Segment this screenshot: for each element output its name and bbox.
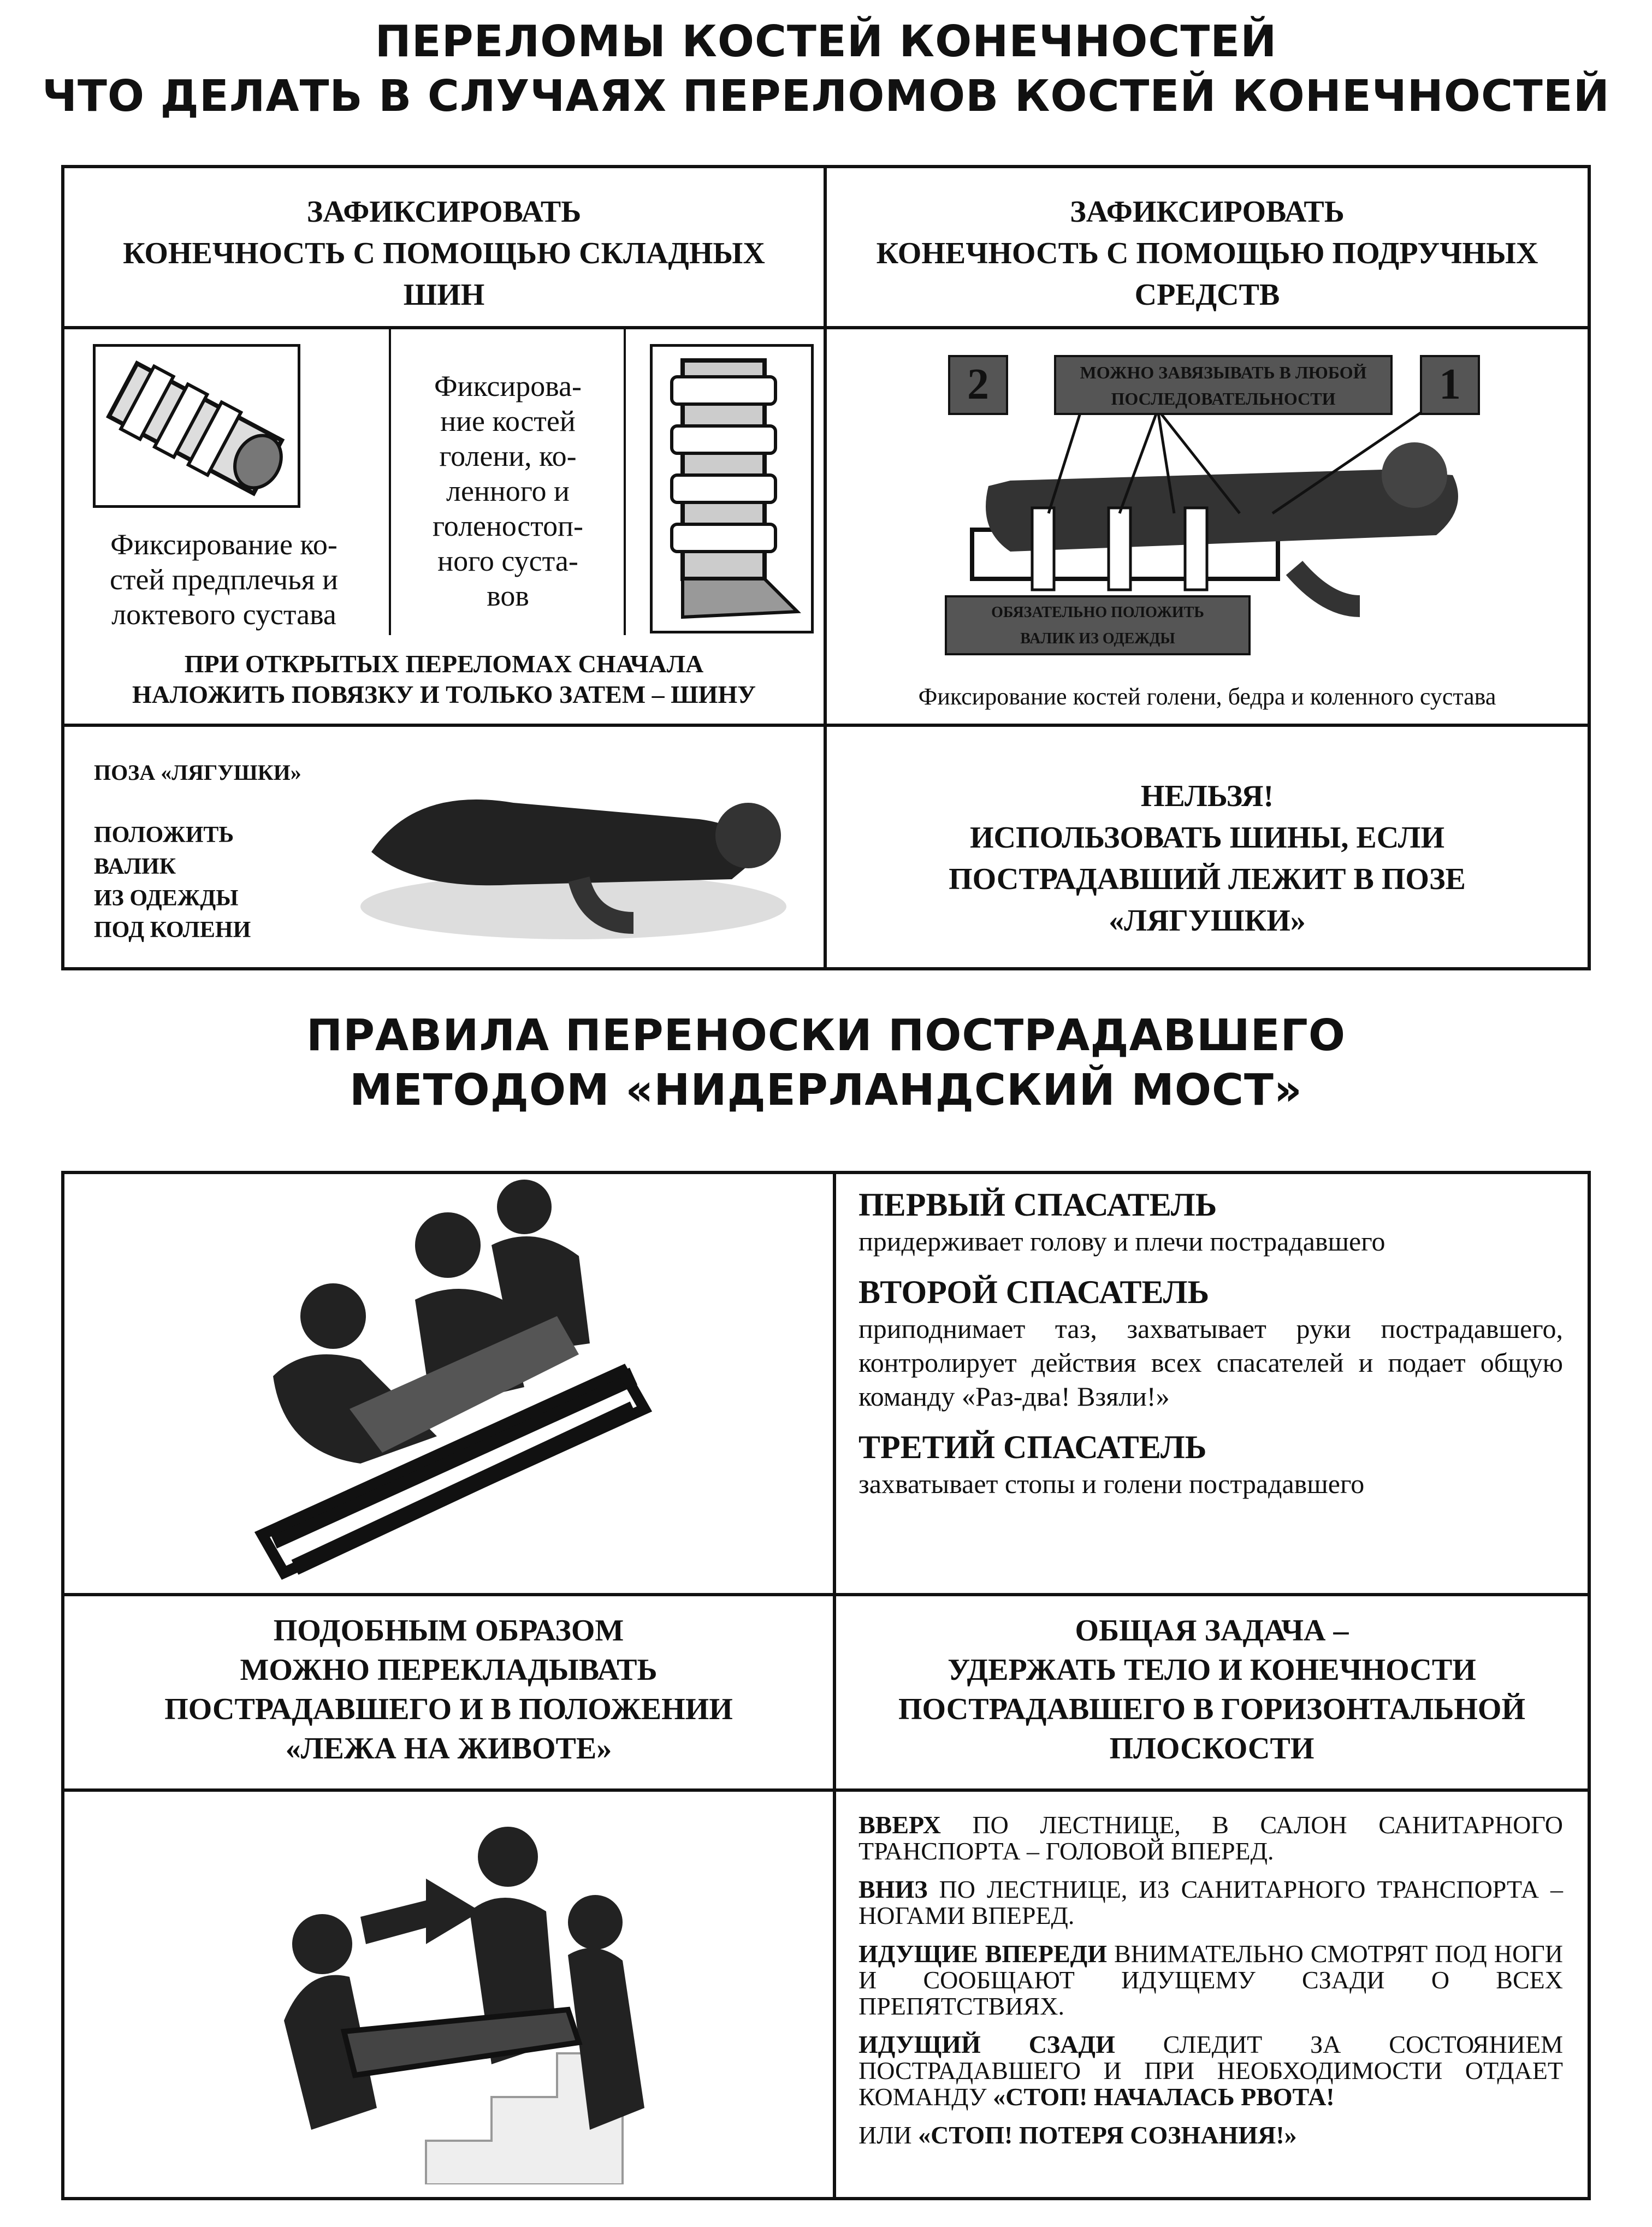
improvised-caption: Фиксирование костей голени, бедра и коленного сустава bbox=[918, 683, 1496, 710]
label-pillow-note: ОБЯЗАТЕЛЬНО ПОЛОЖИТЬ ВАЛИК ИЗ ОДЕЖДЫ bbox=[945, 595, 1251, 655]
rule-or: ИЛИ «СТОП! ПОТЕРЯ СОЗНАНИЯ!» bbox=[858, 2121, 1297, 2149]
title-line-2: ЧТО ДЕЛАТЬ В СЛУЧАЯХ ПЕРЕЛОМОВ КОСТЕЙ КОНЕЧНОСТЕЙ bbox=[42, 71, 1610, 121]
common-task-note: ОБЩАЯ ЗАДАЧА – УДЕРЖАТЬ ТЕЛО И КОНЕЧНОСТИ ПОСТРАДАВШЕГО В ГОРИЗОНТАЛЬНОЙ ПЛОСКОСТИ bbox=[898, 1614, 1526, 1766]
rule-front: ИДУЩИЕ ВПЕРЕДИ ВНИМАТЕЛЬНО СМОТРЯТ ПОД НОГИ И СООБЩАЮТ ИДУЩЕМУ СЗАДИ О ВСЕХ ПРЕПЯТСТВИЯХ. bbox=[858, 1940, 1563, 2020]
carry-title bbox=[0, 1008, 1652, 1117]
forearm-caption: Фиксирование ко- стей предплечья и локтевого сустава bbox=[109, 528, 339, 631]
rule-rear: ИДУЩИЙ СЗАДИ СЛЕДИТ ЗА СОСТОЯНИЕМ ПОСТРАДАВШЕГО И ПРИ НЕОБХОДИМОСТИ ОТДАЕТ КОМАНДУ «СТОП! НАЧАЛАСЬ РВОТА! bbox=[858, 2030, 1563, 2111]
frog-pose-title: ПОЗА «ЛЯГУШКИ» bbox=[94, 760, 301, 785]
forbidden-note: НЕЛЬЗЯ! ИСПОЛЬЗОВАТЬ ШИНЫ, ЕСЛИ ПОСТРАДАВШИЙ ЛЕЖИТ В ПОЗЕ «ЛЯГУШКИ» bbox=[949, 779, 1466, 938]
third-rescuer-text: захватывает стопы и голени пострадавшего bbox=[858, 1468, 1365, 1499]
shin-caption: Фиксирова- ние костей голени, ко- ленного и голеностоп- ного суста- вов bbox=[433, 370, 583, 612]
rule-up: ВВЕРХ ПО ЛЕСТНИЦЕ, В САЛОН САНИТАРНОГО ТРАНСПОРТА – ГОЛОВОЙ ВПЕРЕД. bbox=[858, 1811, 1563, 1865]
frog-pose-text: ПОЛОЖИТЬ ВАЛИК ИЗ ОДЕЖДЫ ПОД КОЛЕНИ bbox=[94, 822, 251, 943]
second-rescuer-text: приподнимает таз, захватывает руки пострадавшего, контролирует действия всех спасателей и подает общую команду «Раз-два! Взяли!» bbox=[858, 1313, 1563, 1412]
rescuers-description bbox=[858, 1185, 1563, 1501]
carry-rules bbox=[858, 1812, 1563, 2160]
fractures-row-line-1 bbox=[61, 326, 1591, 329]
splint-header: ЗАФИКСИРОВАТЬ КОНЕЧНОСТЬ С ПОМОЩЬЮ СКЛАДНЫХ ШИН bbox=[123, 195, 765, 312]
label-any-order: МОЖНО ЗАВЯЗЫВАТЬ В ЛЮБОЙ ПОСЛЕДОВАТЕЛЬНОСТИ bbox=[1054, 355, 1393, 415]
inner-divider-1 bbox=[389, 329, 391, 635]
similarly-note: ПОДОБНЫМ ОБРАЗОМ МОЖНО ПЕРЕКЛАДЫВАТЬ ПОСТРАДАВШЕГО И В ПОЛОЖЕНИИ «ЛЕЖА НА ЖИВОТЕ» bbox=[164, 1614, 733, 1766]
frog-pose-image bbox=[350, 743, 797, 950]
carry-row-line-1 bbox=[61, 1593, 1591, 1596]
title-line-1: ПЕРЕЛОМЫ КОСТЕЙ КОНЕЧНОСТЕЙ bbox=[375, 16, 1277, 67]
label-number-1: 1 bbox=[1420, 355, 1480, 415]
second-rescuer-title: ВТОРОЙ СПАСАТЕЛЬ bbox=[858, 1274, 1210, 1310]
dutch-bridge-image bbox=[251, 1180, 666, 1584]
first-rescuer-text: придерживает голову и плечи пострадавшего bbox=[858, 1226, 1385, 1257]
stairs-carry-image bbox=[262, 1802, 677, 2184]
improvised-header: ЗАФИКСИРОВАТЬ КОНЕЧНОСТЬ С ПОМОЩЬЮ ПОДРУЧНЫХ СРЕДСТВ bbox=[876, 195, 1538, 312]
carry-title-line-1: ПРАВИЛА ПЕРЕНОСКИ ПОСТРАДАВШЕГО bbox=[306, 1010, 1346, 1061]
third-rescuer-title: ТРЕТИЙ СПАСАТЕЛЬ bbox=[858, 1429, 1207, 1465]
inner-divider-2 bbox=[624, 329, 626, 635]
first-rescuer-title: ПЕРВЫЙ СПАСАТЕЛЬ bbox=[858, 1187, 1217, 1223]
carry-title-line-2: МЕТОДОМ «НИДЕРЛАНДСКИЙ МОСТ» bbox=[350, 1065, 1302, 1115]
carry-row-line-2 bbox=[61, 1788, 1591, 1792]
forearm-splint-image bbox=[93, 344, 300, 508]
label-number-2: 2 bbox=[948, 355, 1008, 415]
leg-splint-image bbox=[650, 344, 814, 633]
page-title bbox=[0, 14, 1652, 123]
rule-down: ВНИЗ ПО ЛЕСТНИЦЕ, ИЗ САНИТАРНОГО ТРАНСПОРТА – НОГАМИ ВПЕРЕД. bbox=[858, 1875, 1563, 1929]
fractures-row-line-2 bbox=[61, 724, 1591, 727]
open-fracture-note: ПРИ ОТКРЫТЫХ ПЕРЕЛОМАХ СНАЧАЛА НАЛОЖИТЬ ПОВЯЗКУ И ТОЛЬКО ЗАТЕМ – ШИНУ bbox=[132, 650, 756, 708]
